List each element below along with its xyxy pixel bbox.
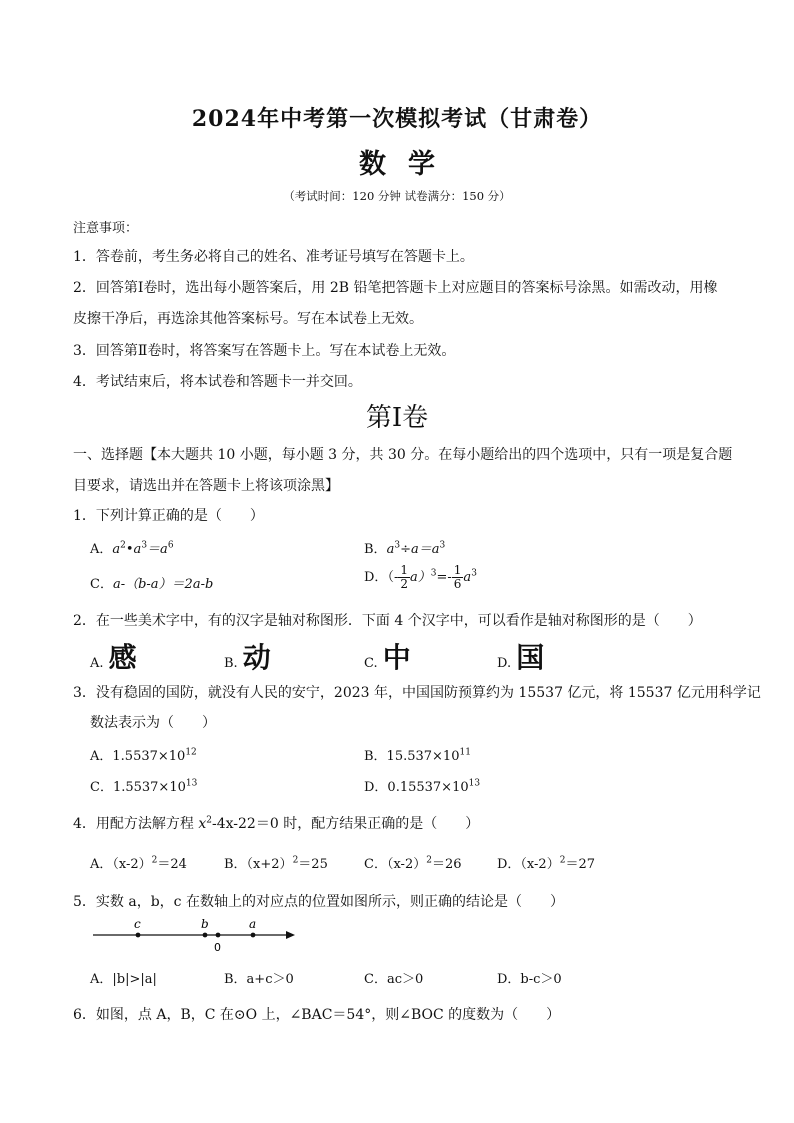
q5-option-a: A．|b|>|a| — [90, 972, 157, 987]
notes-item: 皮擦干净后，再选涂其他答案标号。写在本试卷上无效。 — [73, 311, 423, 327]
question-stem: 5．实数 a，b，c 在数轴上的对应点的位置如图所示，则正确的结论是（ ） — [73, 894, 564, 910]
notes-item: 2．回答第Ⅰ卷时，选出每小题答案后，用 2B 铅笔把答题卡上对应题目的答案标号涂黑。如需改动，用橡 — [73, 280, 718, 296]
q4-option-a: A．$(x-2)^2=24$ — [90, 855, 187, 872]
question-stem: 1．下列计算正确的是（ ） — [73, 508, 264, 524]
section-title: 第Ⅰ卷 — [365, 403, 429, 433]
q2-option-c: C. 中 — [364, 641, 411, 674]
q3-option-c: C．$1.5537\times 10^{13}$ — [90, 778, 198, 795]
q5-option-c: C．ac＞0 — [364, 972, 424, 987]
exam-subject: 数学 — [359, 149, 457, 180]
label-c: c — [134, 917, 141, 931]
q1-option-d: D．（- $\frac{1}{2}$ a）$^3$=- $\frac{1}{6}$ $a^3$ — [364, 563, 477, 591]
label-a: a — [249, 917, 257, 931]
part-instructions: 一、选择题【本大题共 10 小题，每小题 3 分，共 30 分。在每小题给出的四个选项中，只有一项是复合题 — [73, 447, 733, 463]
part-instructions: 目要求，请选出并在答题卡上将该项涂黑】 — [73, 478, 339, 494]
number-line-arrow — [286, 931, 295, 939]
point-a — [251, 933, 256, 938]
point-c — [136, 933, 141, 938]
q3-option-a: A．$1.5537\times 10^{12}$ — [90, 747, 197, 764]
number-line-figure — [88, 912, 303, 956]
q1-option-c: C．a-（b-a）＝2a-b — [90, 577, 214, 592]
exam-meta: （考试时间：120 分钟 试卷满分：150 分） — [283, 189, 511, 203]
q1-option-b: B．$a^3\div a=a^3$ — [364, 540, 446, 557]
label-zero: 0 — [214, 941, 221, 954]
notes-item: 3．回答第Ⅱ卷时，将答案写在答题卡上。写在本试卷上无效。 — [73, 343, 456, 359]
q2-option-b: B. 动 — [224, 641, 271, 674]
question-stem: 数法表示为（ ） — [90, 715, 216, 731]
q3-option-b: B．$15.537\times 10^{11}$ — [364, 747, 471, 764]
question-stem: 4．用配方法解方程 $x^2-4x-22=0$ 时，配方结果正确的是（ ） — [73, 815, 480, 832]
q4-option-c: C．$(x-2)^2=26$ — [364, 855, 462, 872]
q3-option-d: D．$0.15537\times 10^{13}$ — [364, 778, 481, 795]
question-stem: 6．如图，点 A，B，C 在⊙O 上，∠BAC＝54°，则∠BOC 的度数为（ ） — [73, 1007, 561, 1023]
q1-option-a: A．$a^2•a^3=a^6$ — [90, 540, 174, 557]
q2-option-d: D. 国 — [497, 641, 545, 674]
q4-option-b: B．$(x+2)^2=25$ — [224, 855, 328, 872]
exam-title: 2024年中考第一次模拟考试（甘肃卷） — [191, 106, 603, 132]
q4-option-d: D．$(x-2)^2=27$ — [497, 855, 595, 872]
q5-option-d: D．b-c＞0 — [497, 972, 562, 987]
q5-option-b: B．a+c＞0 — [224, 972, 294, 987]
notes-item: 4．考试结束后，将本试卷和答题卡一并交回。 — [73, 374, 362, 390]
label-b: b — [201, 917, 209, 931]
question-stem: 3．没有稳固的国防，就没有人民的安宁，2023 年，中国国防预算约为 15537 亿元，将 15537 亿元用科学记 — [73, 685, 761, 701]
point-zero — [216, 933, 221, 938]
notes-item: 1．答卷前，考生务必将自己的姓名、准考证号填写在答题卡上。 — [73, 249, 474, 265]
notes-heading: 注意事项： — [73, 221, 139, 236]
question-stem: 2．在一些美术字中，有的汉字是轴对称图形．下面 4 个汉字中，可以看作是轴对称图形的是（ ） — [73, 613, 702, 629]
q2-option-a: A. 感 — [90, 641, 137, 674]
point-b — [203, 933, 208, 938]
